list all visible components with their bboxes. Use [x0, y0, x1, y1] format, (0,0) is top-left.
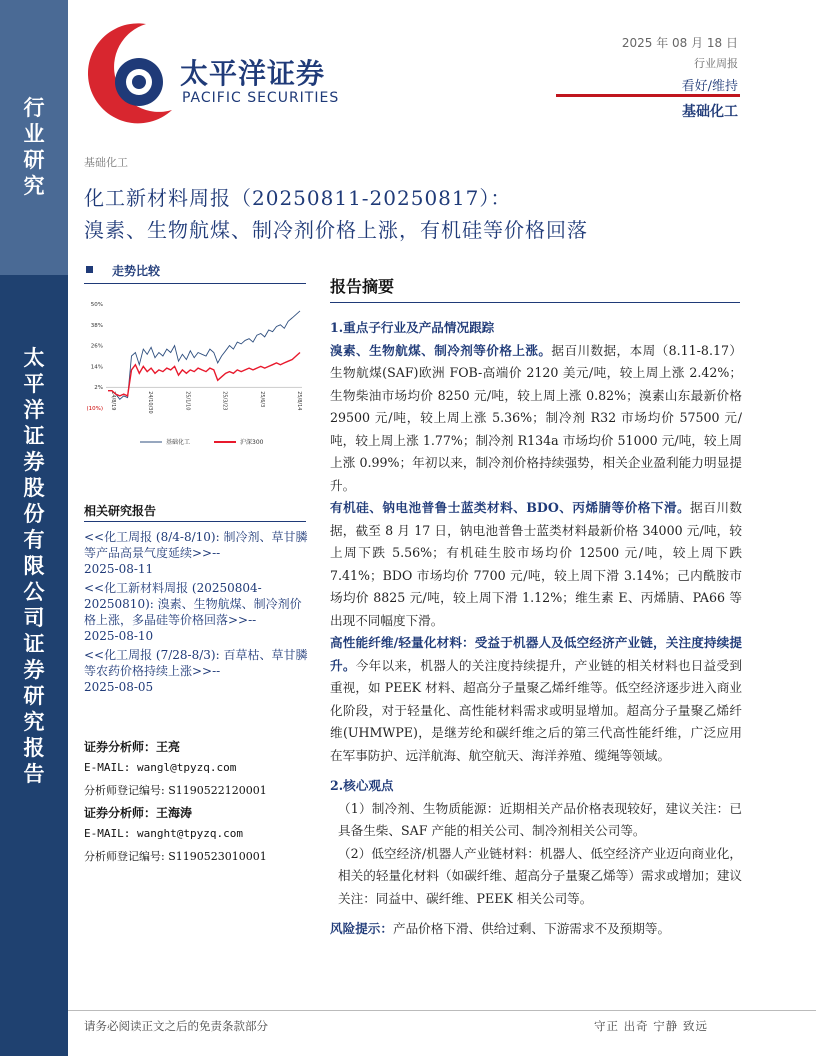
related-item[interactable] [84, 580, 310, 644]
related-item-text[interactable]: <<化工周报 (8/4-8/10): 制冷剂、草甘膦等产品高景气度延续>>-- [84, 530, 308, 560]
series-line-basic-chem [108, 311, 300, 399]
paragraph-2-head: 有机硅、钠电池普鲁士蓝类材料、BDO、丙烯腈等价格下滑。 [330, 500, 691, 515]
trend-rule [84, 283, 306, 284]
x-tick-label: 25/3/23 [221, 391, 228, 411]
sidebar-label-research: 行 业 研 究 [23, 95, 45, 198]
x-tick-label: 25/1/10 [184, 391, 191, 411]
page-title-line-1: 化工新材料周报（20250811-20250817）： [84, 186, 512, 210]
trend-heading: 走势比较 [112, 264, 161, 278]
page-title-line-2: 溴素、生物航煤、制冷剂价格上涨，有机硅等价格回落 [84, 218, 588, 242]
logo-english-name: PACIFIC SECURITIES [182, 90, 340, 106]
paragraph-2-body: 据百川数据，截至 8 月 17 日，钠电池普鲁士蓝类材料最新价格 34000 元/吨，较上周下跌 5.56%；有机硅生胶市场均价 12500 元/吨，较上周下跌 7.41%；BDO 市场均价 7700 元/吨，较上周下滑 3.14%；己内酰胺市场均价 8825 元/吨，较上周下滑 1.12%；维生素 E、丙烯腈、PA66 等出现不同幅度下滑。 [330, 500, 743, 628]
analyst-name: 证券分析师：王海涛 [84, 806, 193, 820]
square-bullet-icon [86, 266, 93, 273]
related-item[interactable] [84, 529, 310, 577]
y-tick-label: (10%) [86, 406, 103, 412]
x-tick-label: 24/8/19 [110, 391, 116, 411]
analyst-registration: 分析师登记编号: S1190523010001 [84, 850, 267, 863]
series-line-csi300 [108, 353, 300, 396]
summary-body [330, 317, 742, 941]
paragraph-3-head: 高性能纤维/轻量化材料：受益于机器人及低空经济产业链，关注度持续提升。 [330, 635, 742, 673]
y-tick-label: 2% [94, 385, 103, 392]
related-item-date: 2025-08-11 [84, 562, 154, 576]
viewpoint-1: （1）制冷剂、生物质能源：近期相关产品价格表现较好，建议关注：已具备生柴、SAF 产能的相关公司、制冷剂相关公司等。 [338, 800, 742, 838]
trend-chart [84, 290, 310, 460]
breadcrumb: 基础化工 [84, 156, 128, 169]
related-heading: 相关研究报告 [84, 504, 157, 518]
y-tick-label: 26% [90, 343, 103, 350]
sidebar-label-company: 太 平 洋 证 券 股 份 有 限 公 司 证 券 研 究 报 告 [23, 345, 45, 786]
report-type: 行业周报 [694, 57, 738, 70]
footer-disclaimer-note: 请务必阅读正文之后的免责条款部分 [84, 1019, 268, 1033]
footer-motto: 守正 出奇 宁静 致远 [594, 1019, 708, 1033]
related-item-date: 2025-08-10 [84, 629, 154, 643]
summary-rule [330, 302, 740, 303]
paragraph-1-head: 溴素、生物航煤、制冷剂等价格上涨。 [330, 342, 552, 358]
analyst-name: 证券分析师：王亮 [84, 740, 181, 754]
paragraph-3 [330, 632, 742, 767]
footer-rule [68, 1010, 816, 1011]
y-tick-label: 14% [90, 364, 103, 371]
industry-label: 基础化工 [682, 104, 738, 120]
trend-header [84, 262, 306, 282]
related-item-date: 2025-08-05 [84, 680, 154, 694]
analyst-registration: 分析师登记编号: S1190522120001 [84, 784, 267, 797]
pacific-logo-icon [84, 18, 174, 130]
logo-chinese-name: 太平洋证券 [180, 57, 326, 90]
related-rule [84, 521, 306, 522]
summary-heading: 报告摘要 [330, 277, 395, 296]
legend-label: 基础化工 [166, 439, 191, 446]
risk-paragraph [330, 918, 742, 941]
section-2-title: 2.核心观点 [330, 778, 394, 793]
paragraph-1 [330, 340, 742, 498]
analyst-email[interactable]: E-MAIL: wangl@tpyzq.com [84, 761, 237, 774]
section-1-title: 1.重点子行业及产品情况跟踪 [330, 320, 495, 335]
y-tick-label: 50% [90, 302, 103, 308]
analyst-email[interactable]: E-MAIL: wanght@tpyzq.com [84, 827, 243, 840]
viewpoint-2: （2）低空经济/机器人产业链材料：机器人、低空经济产业迈向商业化，相关的轻量化材料（如碳纤维、超高分子量聚乙烯等）需求或增加；建议关注：同益中、碳纤维、PEEK 相关公司等。 [338, 845, 742, 906]
paragraph-3-body: 今年以来，机器人的关注度持续提升，产业链的相关材料也日益受到重视，如 PEEK 材料、超高分子量聚乙烯纤维等。低空经济逐步进入商业化阶段，对于轻量化、高性能材料需求或明显增加。超高分子量聚乙烯纤维(UHMWPE)，是继芳纶和碳纤维之后的第三代高性能纤维，广泛应用在军事防护、远洋航海、航空航天、海洋养殖、缆绳等领域。 [330, 657, 743, 763]
related-item-text[interactable]: <<化工周报 (7/28-8/3): 百草枯、草甘膦等农药价格持续上涨>>-- [84, 648, 308, 678]
header-red-rule [556, 94, 740, 97]
related-item-text[interactable]: <<化工新材料周报 (20250804-20250810): 溴素、生物航煤、制冷剂价格上涨，多晶硅等价格回落>>-- [84, 581, 302, 627]
y-tick-label: 38% [90, 322, 103, 329]
related-item[interactable] [84, 647, 310, 695]
paragraph-2 [330, 497, 742, 632]
x-tick-label: 25/8/14 [296, 391, 302, 411]
risk-head: 风险提示： [330, 921, 393, 936]
legend-label: 沪深300 [240, 439, 264, 446]
related-list [84, 529, 310, 698]
risk-body: 产品价格下滑、供给过剩、下游需求不及预期等。 [392, 921, 671, 936]
report-date: 2025 年 08 月 18 日 [621, 36, 738, 50]
paragraph-1-body: 据百川数据，本周（8.11-8.17）生物航煤(SAF)欧洲 FOB-高端价 2120 美元/吨，较上周上涨 2.42%；生物柴油市场均价 8250 元/吨，较上周上涨 0.82%；溴素山东最新价格 29500 元/吨，较上周上涨 5.36%；制冷剂 R32 市场均价 57500 元/吨，较上周上涨 1.77%；制冷剂 R134a 市场均价 51000 元/吨，较上周上涨 0.99%；年初以来，制冷剂价格持续强势，相关企业盈利能力明显提升。 [330, 342, 743, 493]
rating: 看好/维持 [681, 79, 738, 94]
x-tick-label: 24/10/30 [147, 391, 154, 414]
x-tick-label: 25/6/3 [258, 391, 265, 408]
